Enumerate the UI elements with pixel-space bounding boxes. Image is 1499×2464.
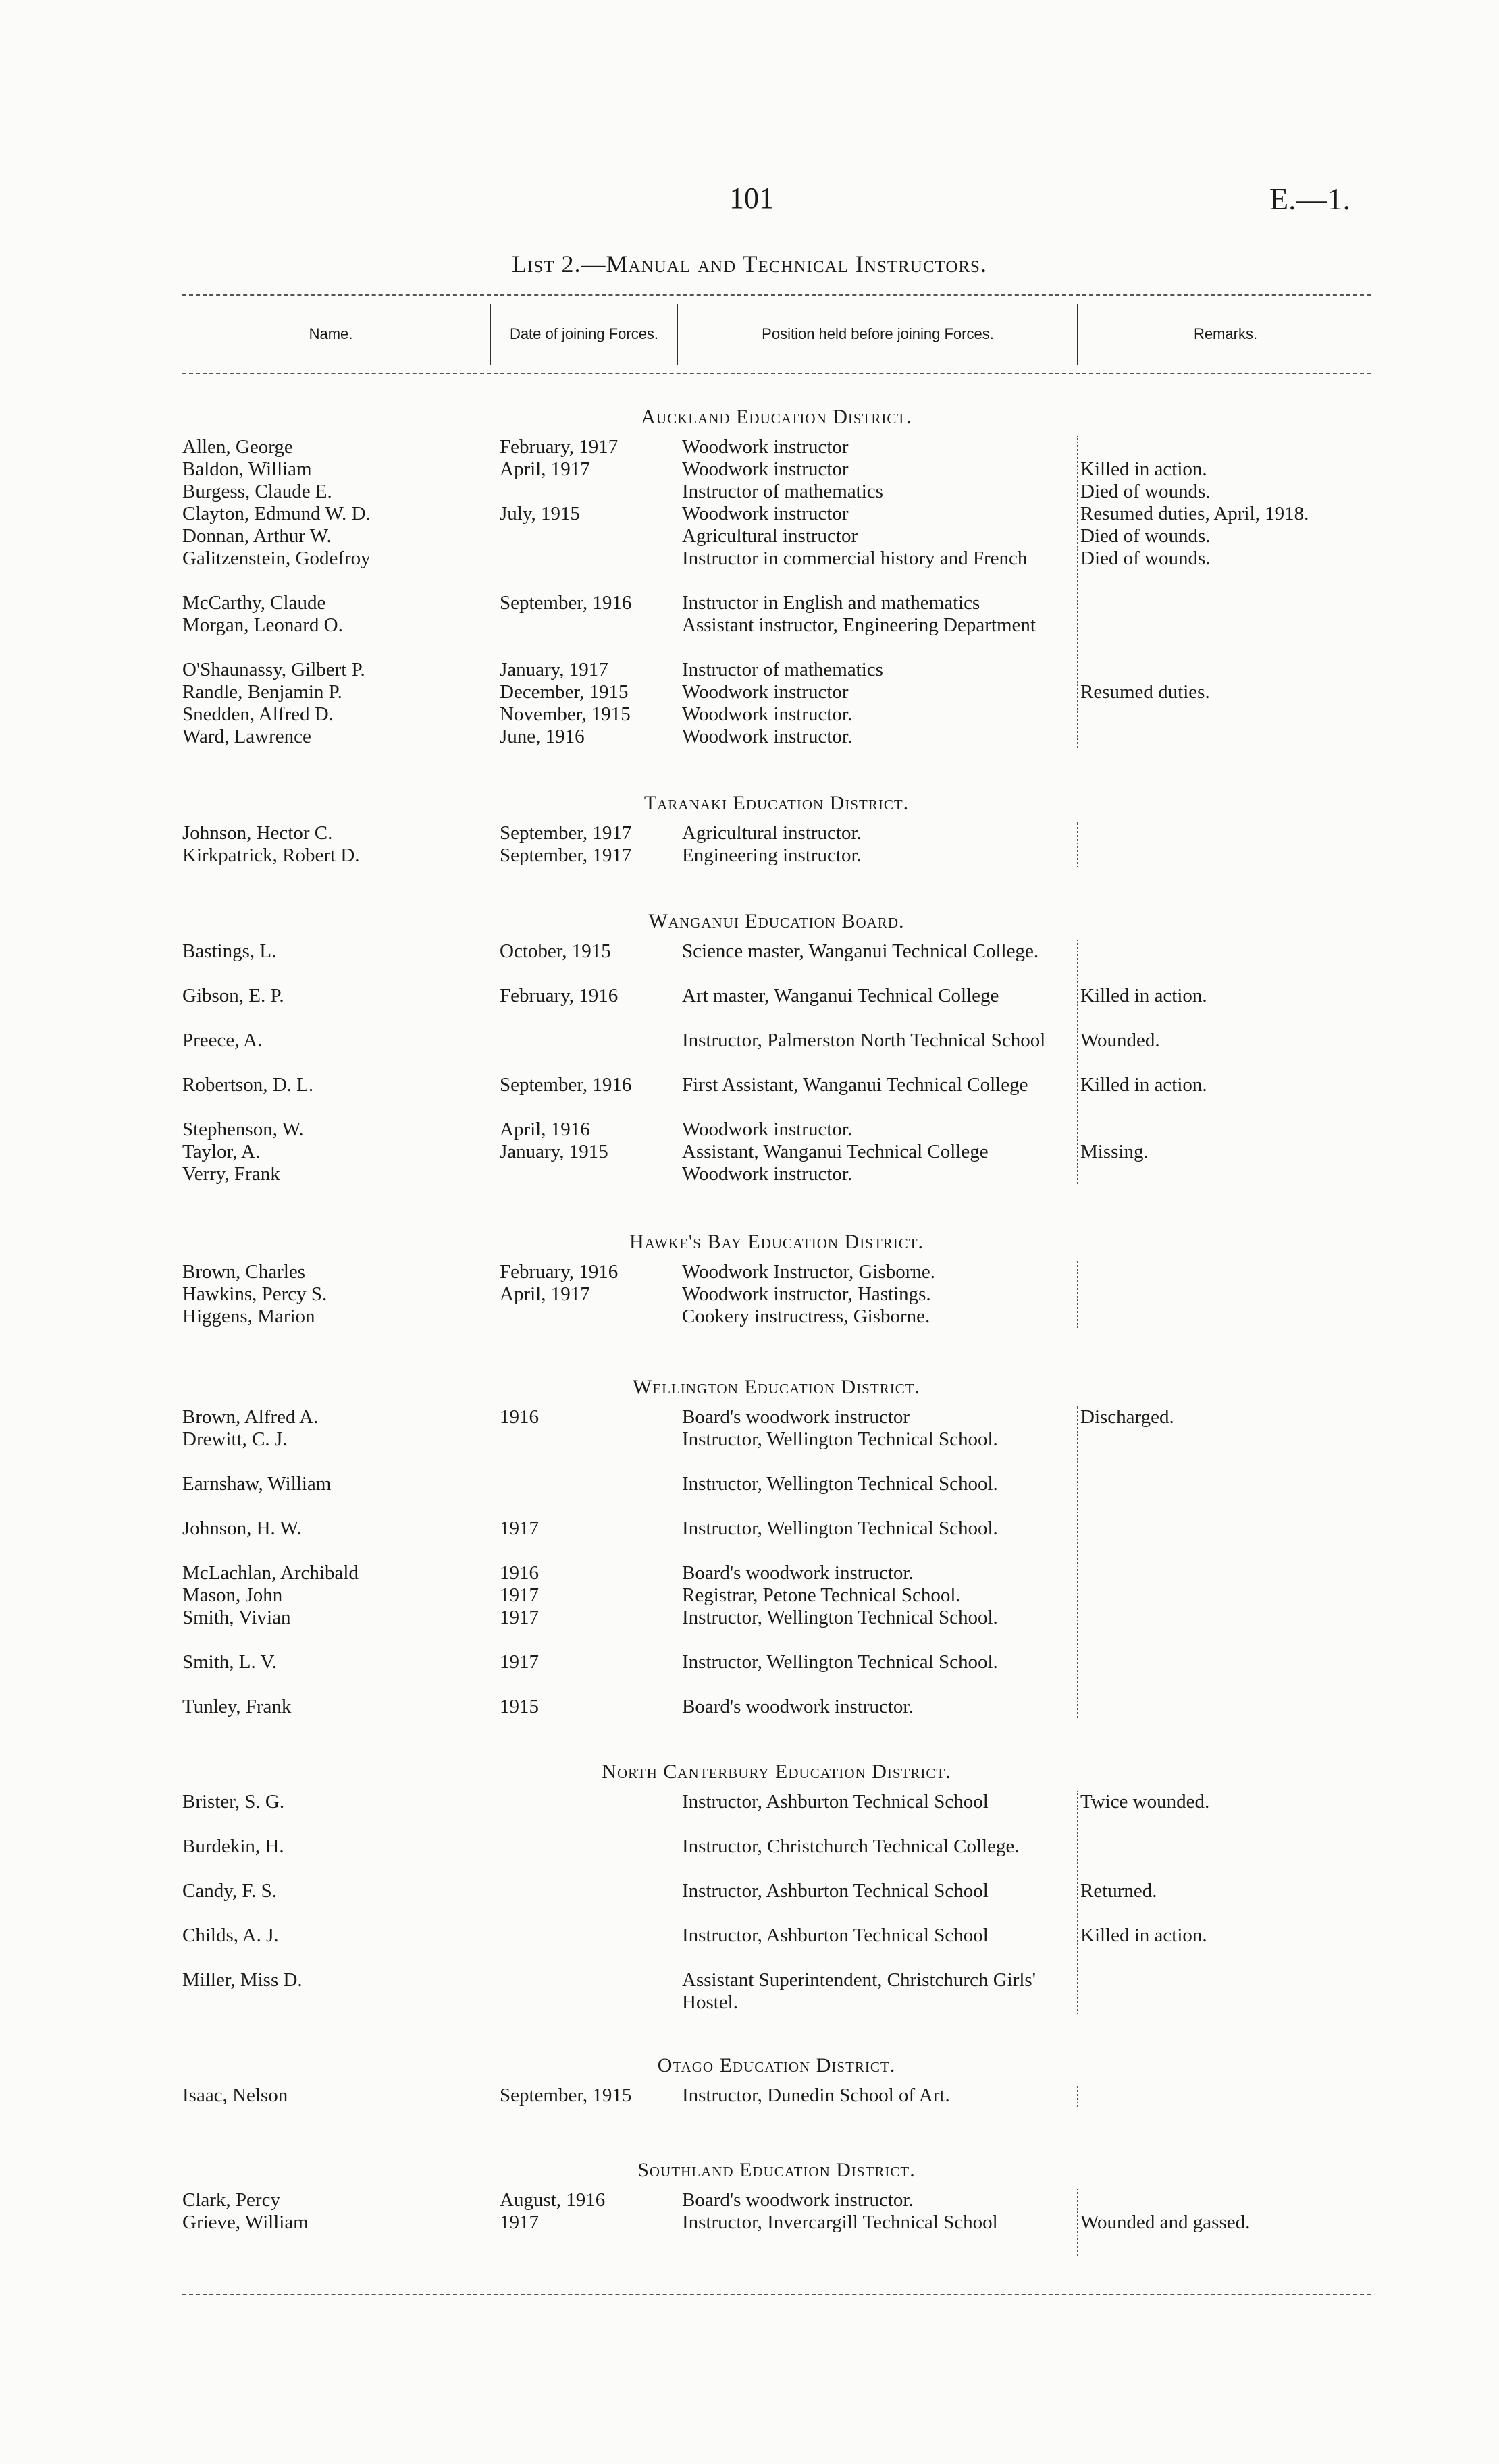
section <box>182 1759 1371 2014</box>
table-row <box>182 592 1371 614</box>
row-name: Miller, Miss D. <box>182 1969 303 1991</box>
row-name: Tunley, Frank <box>182 1696 292 1717</box>
row-remarks: Killed in action. <box>1080 1074 1207 1096</box>
header-top-rule <box>182 294 1371 296</box>
row-remarks: Died of wounds. <box>1080 525 1211 547</box>
row-name: Robertson, D. L. <box>182 1074 314 1096</box>
table-row <box>182 1925 1371 1969</box>
row-position: Woodwork Instructor, Gisborne. <box>682 1261 936 1283</box>
row-position: Science master, Wanganui Technical College. <box>682 940 1039 962</box>
table-row <box>182 481 1371 503</box>
row-remarks: Killed in action. <box>1080 1925 1207 1946</box>
table-row <box>182 503 1371 525</box>
header-divider <box>490 304 491 365</box>
row-date: June, 1916 <box>500 726 585 747</box>
row-name: Galitzenstein, Godefroy <box>182 547 371 569</box>
row-position: Instructor, Ashburton Technical School <box>682 1791 989 1813</box>
row-position: Art master, Wanganui Technical College <box>682 985 999 1007</box>
section-title: Hawke's Bay Education District. <box>629 1231 924 1253</box>
row-name: Johnson, Hector C. <box>182 822 333 844</box>
bottom-rule <box>182 2294 1371 2295</box>
row-name: Ward, Lawrence <box>182 726 311 747</box>
table-row <box>182 1283 1371 1306</box>
header-divider <box>677 304 678 365</box>
table-row <box>182 1119 1371 1141</box>
row-name: Smith, L. V. <box>182 1651 277 1673</box>
row-position: Instructor, Palmerston North Technical School <box>682 1029 1046 1051</box>
row-name: Hawkins, Percy S. <box>182 1283 327 1305</box>
row-remarks: Missing. <box>1080 1141 1149 1162</box>
table-row <box>182 703 1371 726</box>
section-title: Southland Education District. <box>637 2159 916 2181</box>
row-name: Preece, A. <box>182 1029 263 1051</box>
header-divider <box>1077 304 1078 365</box>
header-remarks: Remarks. <box>1193 325 1258 343</box>
table-row <box>182 1428 1371 1473</box>
row-name: Brown, Charles <box>182 1261 306 1283</box>
row-date: April, 1917 <box>500 458 590 480</box>
section-title: Auckland Education District. <box>641 406 912 428</box>
row-position: Agricultural instructor <box>682 525 858 547</box>
table-row <box>182 1074 1371 1119</box>
row-remarks: Wounded. <box>1080 1029 1160 1051</box>
row-date: April, 1917 <box>500 1283 590 1305</box>
row-date: January, 1915 <box>500 1141 608 1162</box>
table-row <box>182 525 1371 547</box>
row-date: September, 1917 <box>500 822 632 844</box>
row-position: Assistant instructor, Engineering Department <box>682 614 1036 636</box>
row-remarks: Resumed duties. <box>1080 681 1210 703</box>
row-name: Taylor, A. <box>182 1141 261 1162</box>
section <box>182 1229 1371 1328</box>
row-date: 1917 <box>500 1584 539 1606</box>
row-position: Instructor, Invercargill Technical School <box>682 2212 998 2233</box>
row-name: Mason, John <box>182 1584 283 1606</box>
row-date: December, 1915 <box>500 681 629 703</box>
row-name: Clark, Percy <box>182 2189 280 2211</box>
row-name: Grieve, William <box>182 2212 309 2233</box>
row-position: Instructor of mathematics <box>682 659 883 680</box>
row-position: Woodwork instructor. <box>682 726 853 747</box>
table-row <box>182 1261 1371 1283</box>
row-date: September, 1916 <box>500 1074 632 1096</box>
row-name: Snedden, Alfred D. <box>182 703 334 725</box>
row-remarks: Killed in action. <box>1080 985 1207 1007</box>
row-name: Stephenson, W. <box>182 1119 304 1140</box>
section <box>182 908 1371 1185</box>
row-position: Instructor, Wellington Technical School. <box>682 1607 998 1628</box>
table-row <box>182 1651 1371 1696</box>
table-row <box>182 1584 1371 1607</box>
table-row <box>182 985 1371 1029</box>
column-divider <box>1077 2085 1078 2107</box>
row-position: Board's woodwork instructor. <box>682 1696 914 1717</box>
row-name: Brown, Alfred A. <box>182 1406 319 1428</box>
table-row <box>182 845 1371 867</box>
table-row <box>182 726 1371 748</box>
row-name: Drewitt, C. J. <box>182 1428 288 1450</box>
row-name: Verry, Frank <box>182 1163 280 1185</box>
row-position: Agricultural instructor. <box>682 822 862 844</box>
table-row <box>182 1562 1371 1584</box>
row-position: Woodwork instructor <box>682 503 849 525</box>
row-position: Assistant Superintendent, Christchurch Girls' Hostel. <box>682 1969 1036 2013</box>
row-position: Instructor, Ashburton Technical School <box>682 1925 989 1946</box>
table-row <box>182 822 1371 845</box>
row-name: Randle, Benjamin P. <box>182 681 342 703</box>
section <box>182 790 1371 867</box>
row-name: Higgens, Marion <box>182 1306 315 1327</box>
row-position: Woodwork instructor. <box>682 1119 853 1140</box>
row-name: McCarthy, Claude <box>182 592 326 614</box>
row-name: Johnson, H. W. <box>182 1518 302 1539</box>
row-remarks: Discharged. <box>1080 1406 1174 1428</box>
row-position: Board's woodwork instructor <box>682 1406 910 1428</box>
row-position: Engineering instructor. <box>682 845 862 866</box>
row-position: Woodwork instructor <box>682 681 849 703</box>
row-position: Instructor, Wellington Technical School. <box>682 1651 998 1673</box>
row-date: 1916 <box>500 1562 539 1584</box>
section-title: Taranaki Education District. <box>643 792 910 814</box>
table-row <box>182 1791 1371 1836</box>
table-row <box>182 1473 1371 1518</box>
row-date: February, 1916 <box>500 985 619 1007</box>
column-divider <box>1077 2189 1078 2256</box>
column-divider <box>1077 1791 1078 2014</box>
row-position: Registrar, Petone Technical School. <box>682 1584 961 1606</box>
row-date: September, 1917 <box>500 845 632 866</box>
row-remarks: Died of wounds. <box>1080 481 1211 502</box>
row-date: September, 1915 <box>500 2085 632 2106</box>
table-row <box>182 1518 1371 1562</box>
page-number: 101 <box>729 182 774 215</box>
row-name: Baldon, William <box>182 458 312 480</box>
table-row <box>182 1880 1371 1925</box>
header-date: Date of joining Forces. <box>509 325 659 343</box>
row-name: Brister, S. G. <box>182 1791 285 1813</box>
row-position: Instructor of mathematics <box>682 481 883 502</box>
row-position: Board's woodwork instructor. <box>682 1562 914 1584</box>
table-row <box>182 458 1371 481</box>
row-name: Childs, A. J. <box>182 1925 279 1946</box>
row-name: Clayton, Edmund W. D. <box>182 503 371 525</box>
row-date: 1917 <box>500 1607 539 1628</box>
row-name: Candy, F. S. <box>182 1880 278 1902</box>
row-position: Instructor in English and mathematics <box>682 592 980 614</box>
row-position: First Assistant, Wanganui Technical College <box>682 1074 1028 1096</box>
row-name: Kirkpatrick, Robert D. <box>182 845 360 866</box>
row-date: October, 1915 <box>500 940 611 962</box>
column-divider <box>1077 1261 1078 1328</box>
table-row <box>182 2212 1371 2256</box>
row-position: Instructor, Christchurch Technical College. <box>682 1836 1020 1857</box>
section-title: Wellington Education District. <box>632 1376 921 1398</box>
row-remarks: Twice wounded. <box>1080 1791 1210 1813</box>
section-title: North Canterbury Education District. <box>602 1761 951 1783</box>
section <box>182 1374 1371 1718</box>
table-row <box>182 1836 1371 1880</box>
row-date: November, 1915 <box>500 703 631 725</box>
row-position: Woodwork instructor. <box>682 703 853 725</box>
row-date: 1917 <box>500 1518 539 1539</box>
table-row <box>182 547 1371 592</box>
column-divider <box>1077 1406 1078 1718</box>
row-date: September, 1916 <box>500 592 632 614</box>
table-row <box>182 1607 1371 1651</box>
table-row <box>182 659 1371 681</box>
table-row <box>182 2085 1371 2107</box>
row-name: Smith, Vivian <box>182 1607 291 1628</box>
row-date: August, 1916 <box>500 2189 606 2211</box>
table-row <box>182 614 1371 659</box>
row-position: Instructor, Wellington Technical School. <box>682 1428 998 1450</box>
row-remarks: Returned. <box>1080 1880 1157 1902</box>
table-row <box>182 1163 1371 1185</box>
row-position: Assistant, Wanganui Technical College <box>682 1141 989 1162</box>
table-row <box>182 1141 1371 1163</box>
table-row <box>182 1969 1371 2014</box>
row-name: O'Shaunassy, Gilbert P. <box>182 659 365 680</box>
row-date: April, 1916 <box>500 1119 590 1140</box>
table-row <box>182 940 1371 985</box>
table-row <box>182 681 1371 703</box>
row-position: Woodwork instructor <box>682 458 849 480</box>
row-position: Instructor in commercial history and French <box>682 547 1028 569</box>
section-title: Otago Education District. <box>657 2054 896 2077</box>
row-position: Cookery instructress, Gisborne. <box>682 1306 930 1327</box>
table-row <box>182 1306 1371 1328</box>
row-remarks: Died of wounds. <box>1080 547 1211 569</box>
row-remarks: Killed in action. <box>1080 458 1207 480</box>
document-code: E.—1. <box>1269 182 1351 216</box>
row-position: Instructor, Ashburton Technical School <box>682 1880 989 1902</box>
table-row <box>182 1696 1371 1718</box>
row-position: Instructor, Wellington Technical School. <box>682 1473 998 1495</box>
section <box>182 2052 1371 2107</box>
row-date: July, 1915 <box>500 503 580 525</box>
row-position: Board's woodwork instructor. <box>682 2189 914 2211</box>
row-date: 1916 <box>500 1406 539 1428</box>
row-date: January, 1917 <box>500 659 608 680</box>
row-name: Donnan, Arthur W. <box>182 525 332 547</box>
row-date: February, 1916 <box>500 1261 619 1283</box>
row-date: 1917 <box>500 2212 539 2233</box>
row-name: Gibson, E. P. <box>182 985 284 1007</box>
column-divider <box>1077 822 1078 867</box>
list-title: List 2.—Manual and Technical Instructors. <box>512 250 987 277</box>
section <box>182 404 1371 748</box>
row-name: Bastings, L. <box>182 940 277 962</box>
row-date: 1915 <box>500 1696 539 1717</box>
row-name: Isaac, Nelson <box>182 2085 288 2106</box>
row-position: Woodwork instructor, Hastings. <box>682 1283 931 1305</box>
column-divider <box>1077 436 1078 748</box>
row-position: Woodwork instructor <box>682 436 849 458</box>
table-row <box>182 1406 1371 1428</box>
table-row <box>182 1029 1371 1074</box>
row-date: February, 1917 <box>500 436 619 458</box>
header-name: Name. <box>309 325 353 343</box>
row-position: Instructor, Dunedin School of Art. <box>682 2085 950 2106</box>
row-name: Earnshaw, William <box>182 1473 332 1495</box>
column-divider <box>1077 940 1078 1185</box>
table-row <box>182 2189 1371 2212</box>
section <box>182 2157 1371 2256</box>
row-name: Burgess, Claude E. <box>182 481 332 502</box>
row-position: Instructor, Wellington Technical School. <box>682 1518 998 1539</box>
row-name: McLachlan, Archibald <box>182 1562 359 1584</box>
table-header <box>182 297 1371 371</box>
section-title: Wanganui Education Board. <box>648 910 905 932</box>
row-name: Morgan, Leonard O. <box>182 614 343 636</box>
row-name: Allen, George <box>182 436 293 458</box>
table-row <box>182 436 1371 458</box>
row-remarks: Resumed duties, April, 1918. <box>1080 503 1309 525</box>
row-position: Woodwork instructor. <box>682 1163 853 1185</box>
row-date: 1917 <box>500 1651 539 1673</box>
row-remarks: Wounded and gassed. <box>1080 2212 1251 2233</box>
row-name: Burdekin, H. <box>182 1836 284 1857</box>
header-bottom-rule <box>182 373 1371 374</box>
header-position: Position held before joining Forces. <box>762 325 994 343</box>
